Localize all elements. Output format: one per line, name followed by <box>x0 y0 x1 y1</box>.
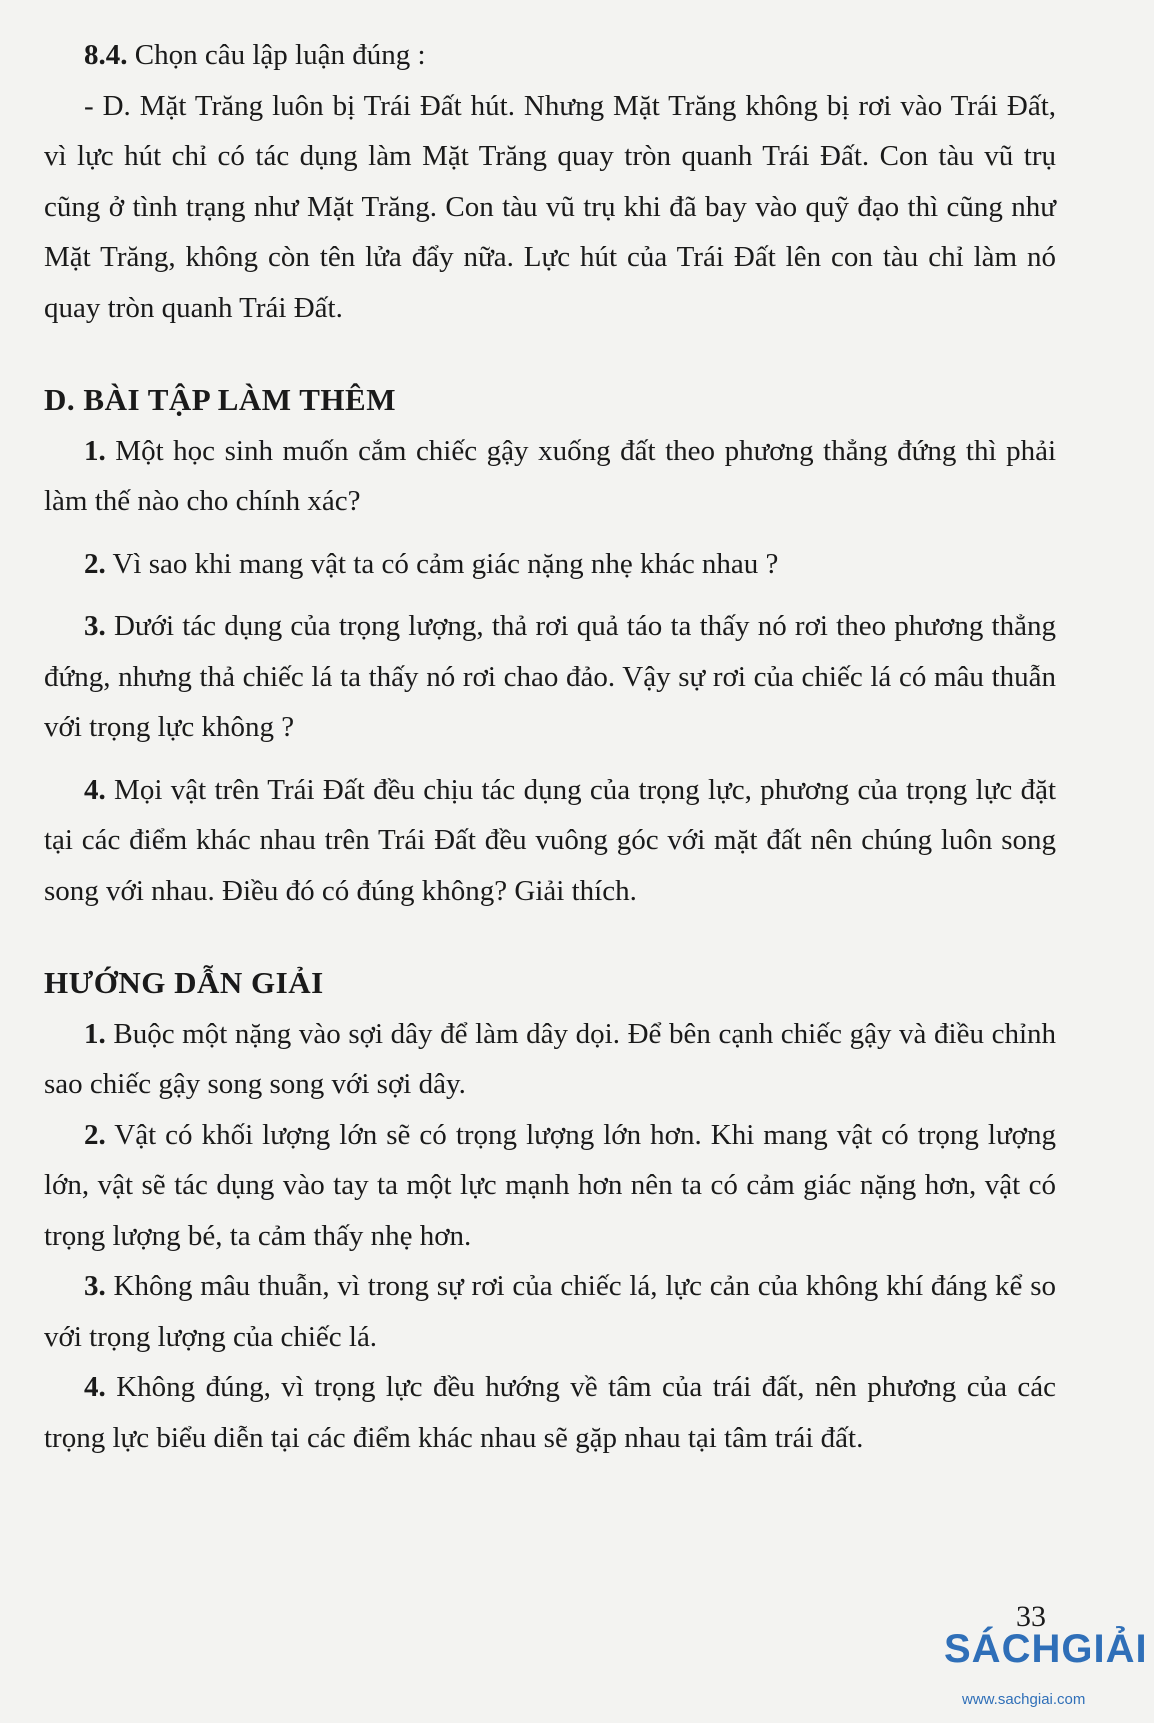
exercise-text: Dưới tác dụng của trọng lượng, thả rơi quả táo ta thấy nó rơi theo phương thẳng đứng, nhưng thả chiếc lá ta thấy nó rơi chao đảo. Vậy sự rơi của chiếc lá có mâu thuẫn với trọng lực không ? <box>44 610 1056 743</box>
exercise-item-1 <box>44 426 1056 527</box>
exercise-number: 2. <box>84 547 106 580</box>
solution-text: Không đúng, vì trọng lực đều hướng về tâm của trái đất, nên phương của các trọng lực biểu diễn tại các điểm khác nhau sẽ gặp nhau tại tâm trái đất. <box>44 1371 1056 1454</box>
solution-item-3 <box>44 1261 1056 1362</box>
page-number: 33 <box>1016 1600 1046 1633</box>
exercise-item-2 <box>44 539 1056 590</box>
section-number: 8.4. <box>84 39 128 71</box>
solution-item-2 <box>44 1110 1056 1262</box>
exercises-heading: D. BÀI TẬP LÀM THÊM <box>44 382 396 417</box>
watermark-url: www.sachgiai.com <box>962 1691 1086 1708</box>
exercise-number: 3. <box>84 610 106 642</box>
solution-number: 1. <box>84 1017 106 1050</box>
watermark-brand: SÁCHGIẢI <box>944 1627 1148 1671</box>
exercise-text: Một học sinh muốn cắm chiếc gậy xuống đất theo phương thẳng đứng thì phải làm thế nào cho chính xác? <box>44 434 1056 517</box>
section-title-text: Chọn câu lập luận đúng : <box>127 39 426 71</box>
exercise-text: Vì sao khi mang vật ta có cảm giác nặng nhẹ khác nhau ? <box>105 547 779 580</box>
solution-text: Không mâu thuẫn, vì trong sự rơi của chiếc lá, lực cản của không khí đáng kể so với trọng lượng của chiếc lá. <box>44 1270 1056 1353</box>
document-page <box>44 30 1056 1463</box>
solution-number: 4. <box>84 1371 106 1403</box>
section-8-4-answer: - D. Mặt Trăng luôn bị Trái Đất hút. Nhưng Mặt Trăng không bị rơi vào Trái Đất, vì lực hút chỉ có tác dụng làm Mặt Trăng quay tròn quanh Trái Đất. Con tàu vũ trụ cũng ở tình trạng như Mặt Trăng. Con tàu vũ trụ khi đã bay vào quỹ đạo thì cũng như Mặt Trăng, không còn tên lửa đẩy nữa. Lực hút của Trái Đất lên con tàu chỉ làm nó quay tròn quanh Trái Đất. <box>44 89 1056 324</box>
solution-text: Buộc một nặng vào sợi dây để làm dây dọi. Để bên cạnh chiếc gậy và điều chỉnh sao chiếc gậy song song với sợi dây. <box>44 1017 1056 1100</box>
solution-item-4 <box>44 1362 1056 1463</box>
exercise-text: Mọi vật trên Trái Đất đều chịu tác dụng của trọng lực, phương của trọng lực đặt tại các điểm khác nhau trên Trái Đất đều vuông góc với mặt đất nên chúng luôn song song với nhau. Điều đó có đúng không? Giải thích. <box>44 773 1056 907</box>
solutions-heading: HƯỚNG DẪN GIẢI <box>44 965 324 1000</box>
exercise-number: 4. <box>84 773 106 806</box>
solution-item-1 <box>44 1009 1056 1110</box>
solution-number: 2. <box>84 1118 106 1151</box>
section-8-4-title <box>44 30 1056 81</box>
solution-text: Vật có khối lượng lớn sẽ có trọng lượng lớn hơn. Khi mang vật có trọng lượng lớn, vật sẽ tác dụng vào tay ta một lực mạnh hơn nên ta có cảm giác nặng hơn, vật có trọng lượng bé, ta cảm thấy nhẹ hơn. <box>44 1118 1056 1252</box>
watermark-logo <box>944 1627 1148 1717</box>
exercise-item-3 <box>44 601 1056 753</box>
exercise-item-4 <box>44 765 1056 917</box>
solution-number: 3. <box>84 1270 106 1302</box>
exercise-number: 1. <box>84 434 106 467</box>
